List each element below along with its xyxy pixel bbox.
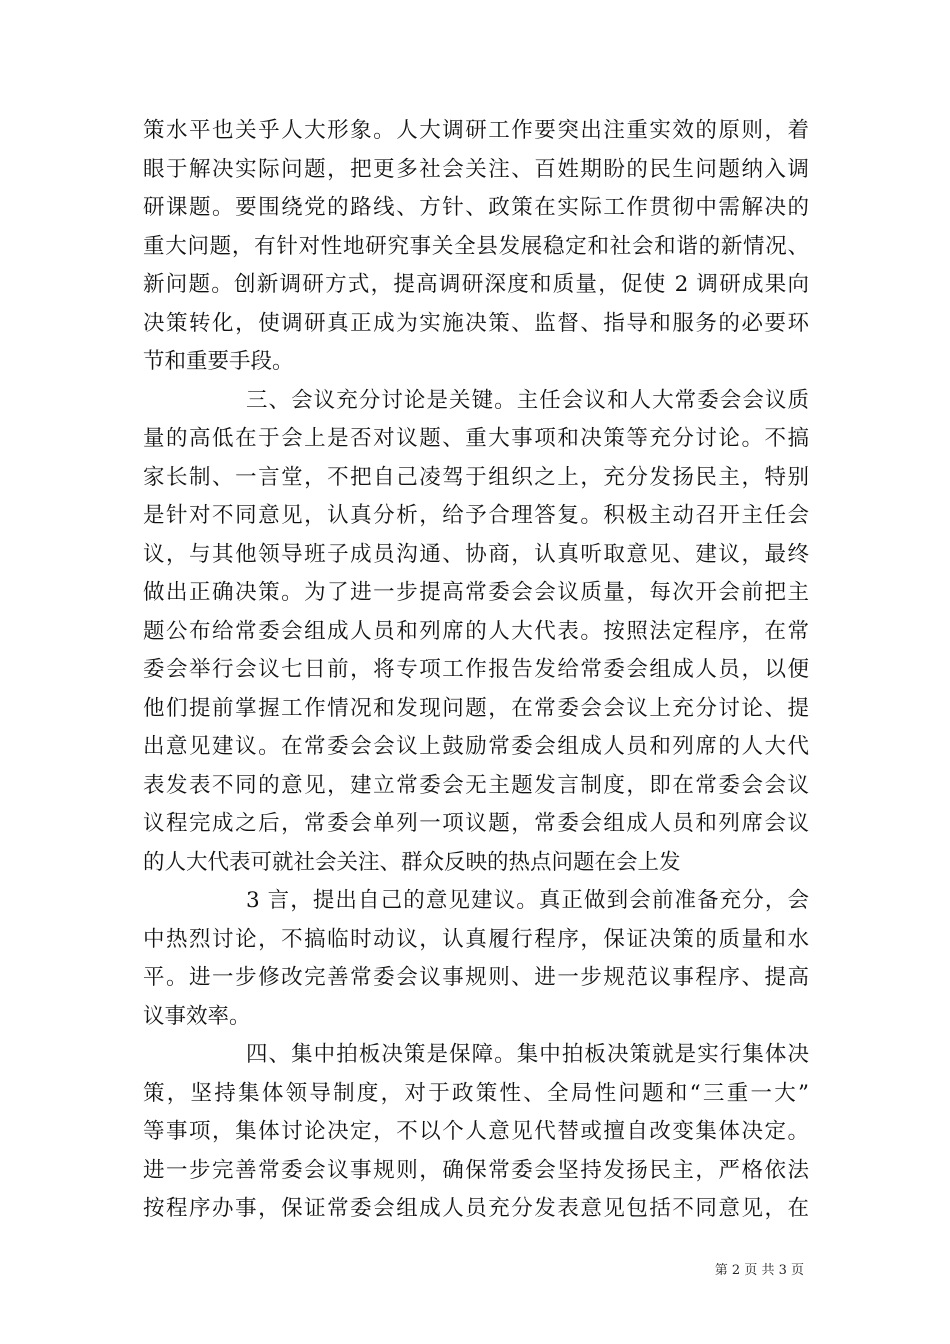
text-line: 研课题。要围绕党的路线、方针、政策在实际工作贯彻中需解决的: [143, 195, 809, 220]
text-line: 出意见建议。在常委会会议上鼓励常委会组成人员和列席的人大代: [143, 734, 809, 759]
text-line: 策，坚持集体领导制度，对于政策性、全局性问题和“三重一大”: [143, 1080, 809, 1106]
text-line: 四、集中拍板决策是保障。集中拍板决策就是实行集体决: [246, 1042, 809, 1067]
text-line: 议事效率。: [143, 1003, 251, 1029]
text-line: 平。进一步修改完善常委会议事规则、进一步规范议事程序、提高: [143, 965, 809, 990]
text-line: 他们提前掌握工作情况和发现问题，在常委会会议上充分讨论、提: [143, 695, 809, 721]
text-line: 议程完成之后，常委会单列一项议题，常委会组成人员和列席会议: [143, 811, 809, 836]
text-line: 做出正确决策。为了进一步提高常委会会议质量，每次开会前把主: [143, 580, 809, 605]
text-line: 量的高低在于会上是否对议题、重大事项和决策等充分讨论。不搞: [143, 426, 809, 451]
text-line: 家长制、一言堂，不把自己凌驾于组织之上，充分发扬民主，特别: [143, 464, 809, 490]
text-line: 新问题。创新调研方式，提高调研深度和质量，促使 2 调研成果向: [143, 272, 809, 297]
text-line: 重大问题，有针对性地研究事关全县发展稳定和社会和谐的新情况、: [143, 233, 809, 259]
text-line: 决策转化，使调研真正成为实施决策、监督、指导和服务的必要环: [143, 310, 809, 336]
body-text: [143, 112, 809, 1229]
text-line: 3 言，提出自己的意见建议。真正做到会前准备充分，会: [246, 888, 809, 913]
text-line: 等事项，集体讨论决定，不以个人意见代替或擅自改变集体决定。: [143, 1119, 809, 1144]
text-line: 三、会议充分讨论是关键。主任会议和人大常委会会议质: [246, 387, 809, 413]
text-line: 题公布给常委会组成人员和列席的人大代表。按照法定程序，在常: [143, 618, 809, 644]
text-line: 中热烈讨论，不搞临时动议，认真履行程序，保证决策的质量和水: [143, 926, 809, 952]
text-line: 是针对不同意见，认真分析，给予合理答复。积极主动召开主任会: [143, 503, 809, 528]
text-line: 策水平也关乎人大形象。人大调研工作要突出注重实效的原则，着: [143, 118, 809, 143]
text-line: 节和重要手段。: [143, 349, 294, 374]
page-number: 第 2 页 共 3 页: [714, 1263, 804, 1278]
text-line: 议，与其他领导班子成员沟通、协商，认真听取意见、建议，最终: [143, 541, 809, 567]
text-line: 的人大代表可就社会关注、群众反映的热点问题在会上发: [143, 849, 681, 875]
text-line: 进一步完善常委会议事规则，确保常委会坚持发扬民主，严格依法: [143, 1157, 809, 1183]
text-line: 委会举行会议七日前，将专项工作报告发给常委会组成人员，以便: [143, 657, 809, 682]
text-line: 眼于解决实际问题，把更多社会关注、百姓期盼的民生问题纳入调: [143, 156, 809, 182]
text-line: 表发表不同的意见，建立常委会无主题发言制度，即在常委会会议: [143, 772, 809, 798]
text-line: 按程序办事，保证常委会组成人员充分发表意见包括不同意见，在: [143, 1196, 809, 1221]
